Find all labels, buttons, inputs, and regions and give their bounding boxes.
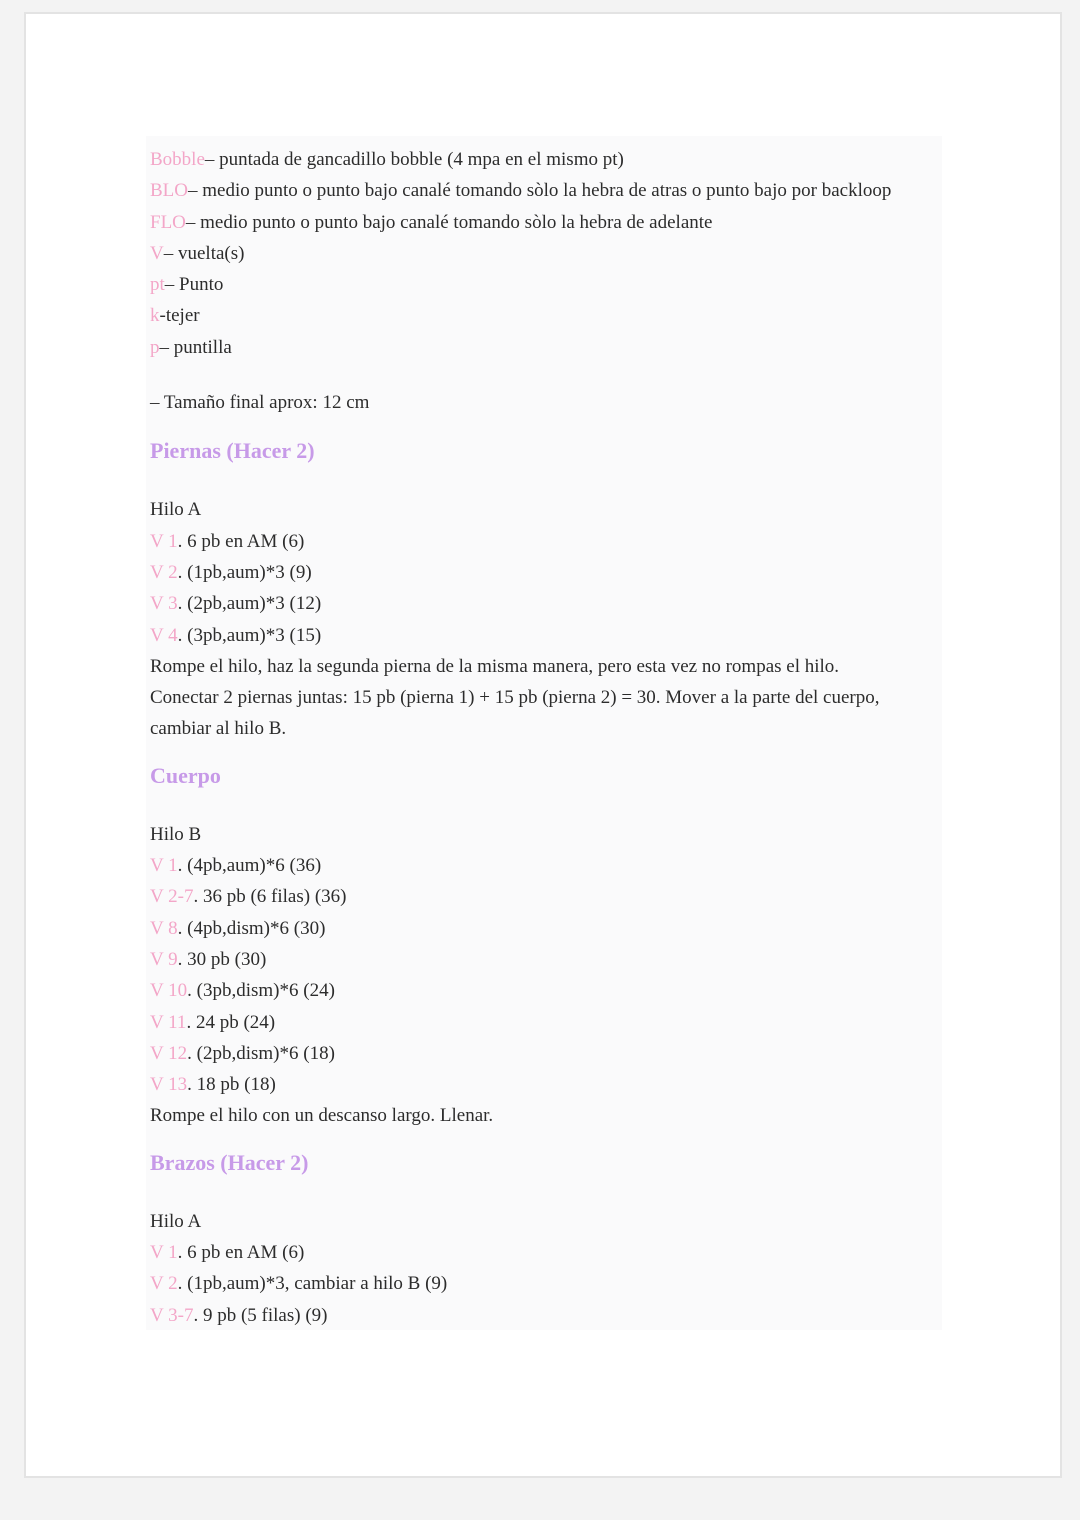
round-item <box>150 975 938 1006</box>
round-item <box>150 850 938 881</box>
round-instruction: . (3pb,aum)*3 (15) <box>177 624 322 646</box>
round-label: V 2 <box>150 561 178 583</box>
round-label: V 12 <box>150 1042 188 1064</box>
round-item <box>150 944 938 975</box>
round-label: V 1 <box>150 855 178 877</box>
round-label: V 3 <box>150 593 178 615</box>
round-item <box>150 588 938 619</box>
round-instruction: . (2pb,dism)*6 (18) <box>187 1042 335 1064</box>
round-label: V 1 <box>150 530 178 552</box>
abbreviation-definition: – Punto <box>164 274 224 296</box>
section-heading-cuerpo: Cuerpo <box>150 762 221 788</box>
instruction-note: Rompe el hilo, haz la segunda pierna de la misma manera, pero esta vez no rompas el hilo. <box>150 655 840 677</box>
abbreviation-definition: -tejer <box>159 305 200 327</box>
abbreviation-term: V <box>150 242 164 264</box>
round-instruction: . (1pb,aum)*3, cambiar a hilo B (9) <box>177 1273 448 1295</box>
round-instruction: . 36 pb (6 filas) (36) <box>193 886 347 908</box>
abbreviation-item <box>150 175 938 206</box>
round-item <box>150 1038 938 1069</box>
abbreviation-item <box>150 207 938 238</box>
round-item <box>150 1007 938 1038</box>
round-label: V 9 <box>150 948 178 970</box>
round-item <box>150 526 938 557</box>
abbreviation-item <box>150 300 938 331</box>
instruction-note: Rompe el hilo con un descanso largo. Llenar. <box>150 1105 494 1127</box>
round-item <box>150 620 938 651</box>
abbreviation-definition: – medio punto o punto bajo canalé tomando sòlo la hebra de atras o punto bajo por backloop <box>188 180 892 202</box>
abbreviation-term: BLO <box>150 180 188 202</box>
round-item <box>150 1069 938 1100</box>
round-label: V 2-7 <box>150 886 194 908</box>
abbreviation-definition: – vuelta(s) <box>163 242 245 264</box>
round-instruction: . (2pb,aum)*3 (12) <box>177 593 322 615</box>
round-label: V 3-7 <box>150 1304 194 1326</box>
document-page <box>24 12 1062 1478</box>
round-item <box>150 1268 938 1299</box>
abbreviation-term: pt <box>150 274 165 296</box>
abbreviation-item <box>150 269 938 300</box>
round-instruction: . (1pb,aum)*3 (9) <box>177 561 312 583</box>
round-instruction: . 18 pb (18) <box>187 1074 276 1096</box>
round-label: V 8 <box>150 917 178 939</box>
yarn-label: Hilo A <box>150 499 202 521</box>
round-label: V 10 <box>150 980 188 1002</box>
round-item <box>150 881 938 912</box>
yarn-label: Hilo B <box>150 823 202 845</box>
round-item <box>150 1300 938 1331</box>
abbreviation-definition: – medio punto o punto bajo canalé tomando sòlo la hebra de adelante <box>185 211 713 233</box>
abbreviation-definition: – puntilla <box>159 336 232 358</box>
round-item <box>150 557 938 588</box>
round-label: V 4 <box>150 624 178 646</box>
round-instruction: . (4pb,dism)*6 (30) <box>177 917 326 939</box>
abbreviation-term: p <box>150 336 160 358</box>
pattern-content <box>146 136 942 1330</box>
round-item <box>150 913 938 944</box>
section-heading-piernas: Piernas (Hacer 2) <box>150 438 315 464</box>
round-instruction: . 6 pb en AM (6) <box>177 530 305 552</box>
round-label: V 11 <box>150 1011 187 1033</box>
round-label: V 13 <box>150 1074 188 1096</box>
section-heading-brazos: Brazos (Hacer 2) <box>150 1149 309 1175</box>
round-instruction: . 9 pb (5 filas) (9) <box>193 1304 328 1326</box>
round-label: V 1 <box>150 1242 178 1264</box>
abbreviation-term: k <box>150 305 160 327</box>
abbreviation-definition: – puntada de gancadillo bobble (4 mpa en el mismo pt) <box>204 149 624 170</box>
yarn-label: Hilo A <box>150 1210 202 1232</box>
abbreviation-list <box>150 144 938 363</box>
round-instruction: . 30 pb (30) <box>177 948 267 970</box>
round-item <box>150 1237 938 1268</box>
round-instruction: . 6 pb en AM (6) <box>177 1242 305 1264</box>
abbreviation-item <box>150 332 938 363</box>
final-size-note: – Tamaño final aprox: 12 cm <box>150 392 370 414</box>
round-instruction: . (3pb,dism)*6 (24) <box>187 980 335 1002</box>
abbreviation-term: FLO <box>150 211 186 233</box>
abbreviation-item <box>150 144 938 175</box>
abbreviation-term: Bobble <box>150 149 205 170</box>
instruction-note: Conectar 2 piernas juntas: 15 pb (pierna 1) + 15 pb (pierna 2) = 30. Mover a la parte del cuerpo, cambiar al hilo B. <box>150 687 880 740</box>
round-instruction: . 24 pb (24) <box>186 1011 276 1033</box>
round-label: V 2 <box>150 1273 178 1295</box>
round-instruction: . (4pb,aum)*6 (36) <box>177 855 322 877</box>
abbreviation-item <box>150 238 938 269</box>
